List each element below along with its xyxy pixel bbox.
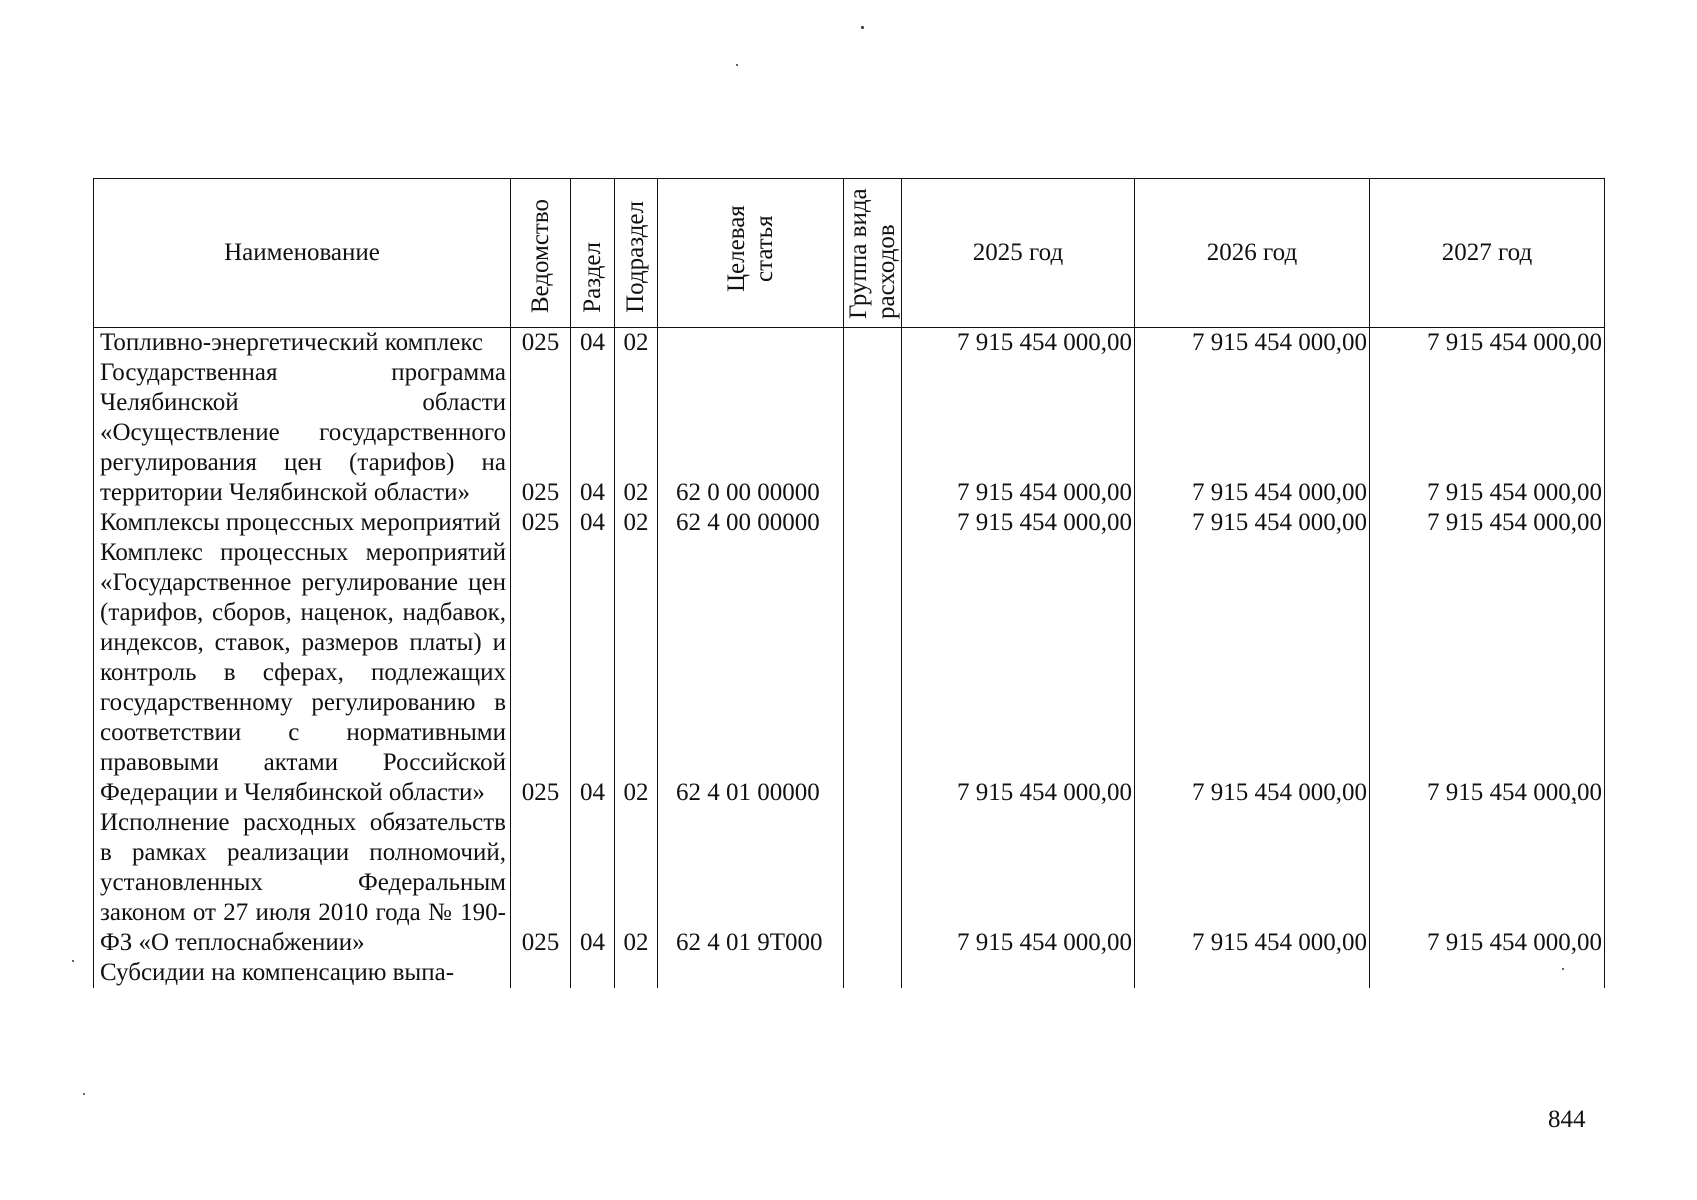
row-expense-group <box>844 508 902 538</box>
header-2027: 2027 год <box>1370 179 1605 328</box>
row-amount-2026: 7 915 454 000,00 <box>1135 538 1370 808</box>
row-section: 04 <box>571 538 615 808</box>
row-subsection <box>615 958 658 988</box>
row-subsection: 02 <box>615 328 658 359</box>
row-department <box>511 958 571 988</box>
row-amount-2027 <box>1370 958 1605 988</box>
scan-speck <box>861 26 864 29</box>
header-section <box>571 179 615 328</box>
row-name: Исполнение расходных обязательств в рамках реализации полномочий, установленных Федеральным законом от 27 июля 2010 года № 190-ФЗ «О теплоснабжении» <box>94 808 511 958</box>
header-subsection <box>615 179 658 328</box>
row-section: 04 <box>571 508 615 538</box>
table-row <box>94 958 1605 988</box>
header-expense-group <box>844 179 902 328</box>
header-expense-group-label: Группа вида расходов <box>844 188 900 319</box>
row-amount-2025: 7 915 454 000,00 <box>902 808 1135 958</box>
row-expense-group <box>844 328 902 359</box>
row-amount-2027: 7 915 454 000,00 <box>1370 508 1605 538</box>
row-subsection: 02 <box>615 358 658 508</box>
row-amount-2027: 7 915 454 000,00 <box>1370 808 1605 958</box>
table-header-row <box>94 179 1605 328</box>
header-department-label: Ведомство <box>526 198 554 313</box>
row-amount-2026: 7 915 454 000,00 <box>1135 808 1370 958</box>
table-row <box>94 508 1605 538</box>
row-amount-2026: 7 915 454 000,00 <box>1135 358 1370 508</box>
row-department: 025 <box>511 508 571 538</box>
row-subsection: 02 <box>615 538 658 808</box>
row-department: 025 <box>511 328 571 359</box>
table-row <box>94 808 1605 958</box>
row-amount-2025: 7 915 454 000,00 <box>902 358 1135 508</box>
header-target-article <box>658 179 844 328</box>
table-row <box>94 328 1605 359</box>
row-amount-2027: 7 915 454 000,00 <box>1370 328 1605 359</box>
row-target-article: 62 0 00 00000 <box>658 358 844 508</box>
row-amount-2025 <box>902 958 1135 988</box>
row-target-article <box>658 328 844 359</box>
header-section-label: Раздел <box>578 242 606 313</box>
row-section: 04 <box>571 328 615 359</box>
row-target-article: 62 4 00 00000 <box>658 508 844 538</box>
row-department: 025 <box>511 538 571 808</box>
table-row <box>94 538 1605 808</box>
header-target-article-label: Целевая статья <box>722 205 778 293</box>
row-amount-2027: 7 915 454 000,00 <box>1370 358 1605 508</box>
row-subsection: 02 <box>615 508 658 538</box>
row-department: 025 <box>511 358 571 508</box>
row-name: Комплекс процессных мероприятий «Государственное регулирование цен (тарифов, сборов, наценок, надбавок, индексов, ставок, размеров платы) и контроль в сферах, подлежащих государственному регулированию в соответствии с нормативными правовыми актами Российской Федерации и Челябинской области» <box>94 538 511 808</box>
row-section: 04 <box>571 358 615 508</box>
header-department <box>511 179 571 328</box>
row-amount-2026: 7 915 454 000,00 <box>1135 508 1370 538</box>
row-target-article: 62 4 01 00000 <box>658 538 844 808</box>
budget-table <box>93 178 1605 988</box>
scan-speck <box>72 960 74 962</box>
table-row <box>94 358 1605 508</box>
row-section: 04 <box>571 808 615 958</box>
page-number: 844 <box>1548 1106 1586 1133</box>
row-department: 025 <box>511 808 571 958</box>
header-2025: 2025 год <box>902 179 1135 328</box>
row-expense-group <box>844 358 902 508</box>
row-name: Субсидии на компенсацию выпа- <box>94 958 511 988</box>
row-expense-group <box>844 538 902 808</box>
row-name: Топливно-энергетический комплекс <box>94 328 511 359</box>
row-amount-2026 <box>1135 958 1370 988</box>
header-subsection-label: Подраздел <box>622 201 649 313</box>
row-section <box>571 958 615 988</box>
scan-speck <box>83 1093 85 1095</box>
scan-speck <box>736 64 738 66</box>
row-expense-group <box>844 808 902 958</box>
row-amount-2027: 7 915 454 000,00 <box>1370 538 1605 808</box>
row-target-article: 62 4 01 9Т000 <box>658 808 844 958</box>
row-amount-2026: 7 915 454 000,00 <box>1135 328 1370 359</box>
header-2026: 2026 год <box>1135 179 1370 328</box>
header-name: Наименование <box>94 179 511 328</box>
row-target-article <box>658 958 844 988</box>
row-expense-group <box>844 958 902 988</box>
row-name: Комплексы процессных мероприятий <box>94 508 511 538</box>
row-subsection: 02 <box>615 808 658 958</box>
row-amount-2025: 7 915 454 000,00 <box>902 508 1135 538</box>
row-amount-2025: 7 915 454 000,00 <box>902 538 1135 808</box>
row-amount-2025: 7 915 454 000,00 <box>902 328 1135 359</box>
row-name: Государственная программа Челябинской области «Осуществление государственного регулирования цен (тарифов) на территории Челябинской области» <box>94 358 511 508</box>
